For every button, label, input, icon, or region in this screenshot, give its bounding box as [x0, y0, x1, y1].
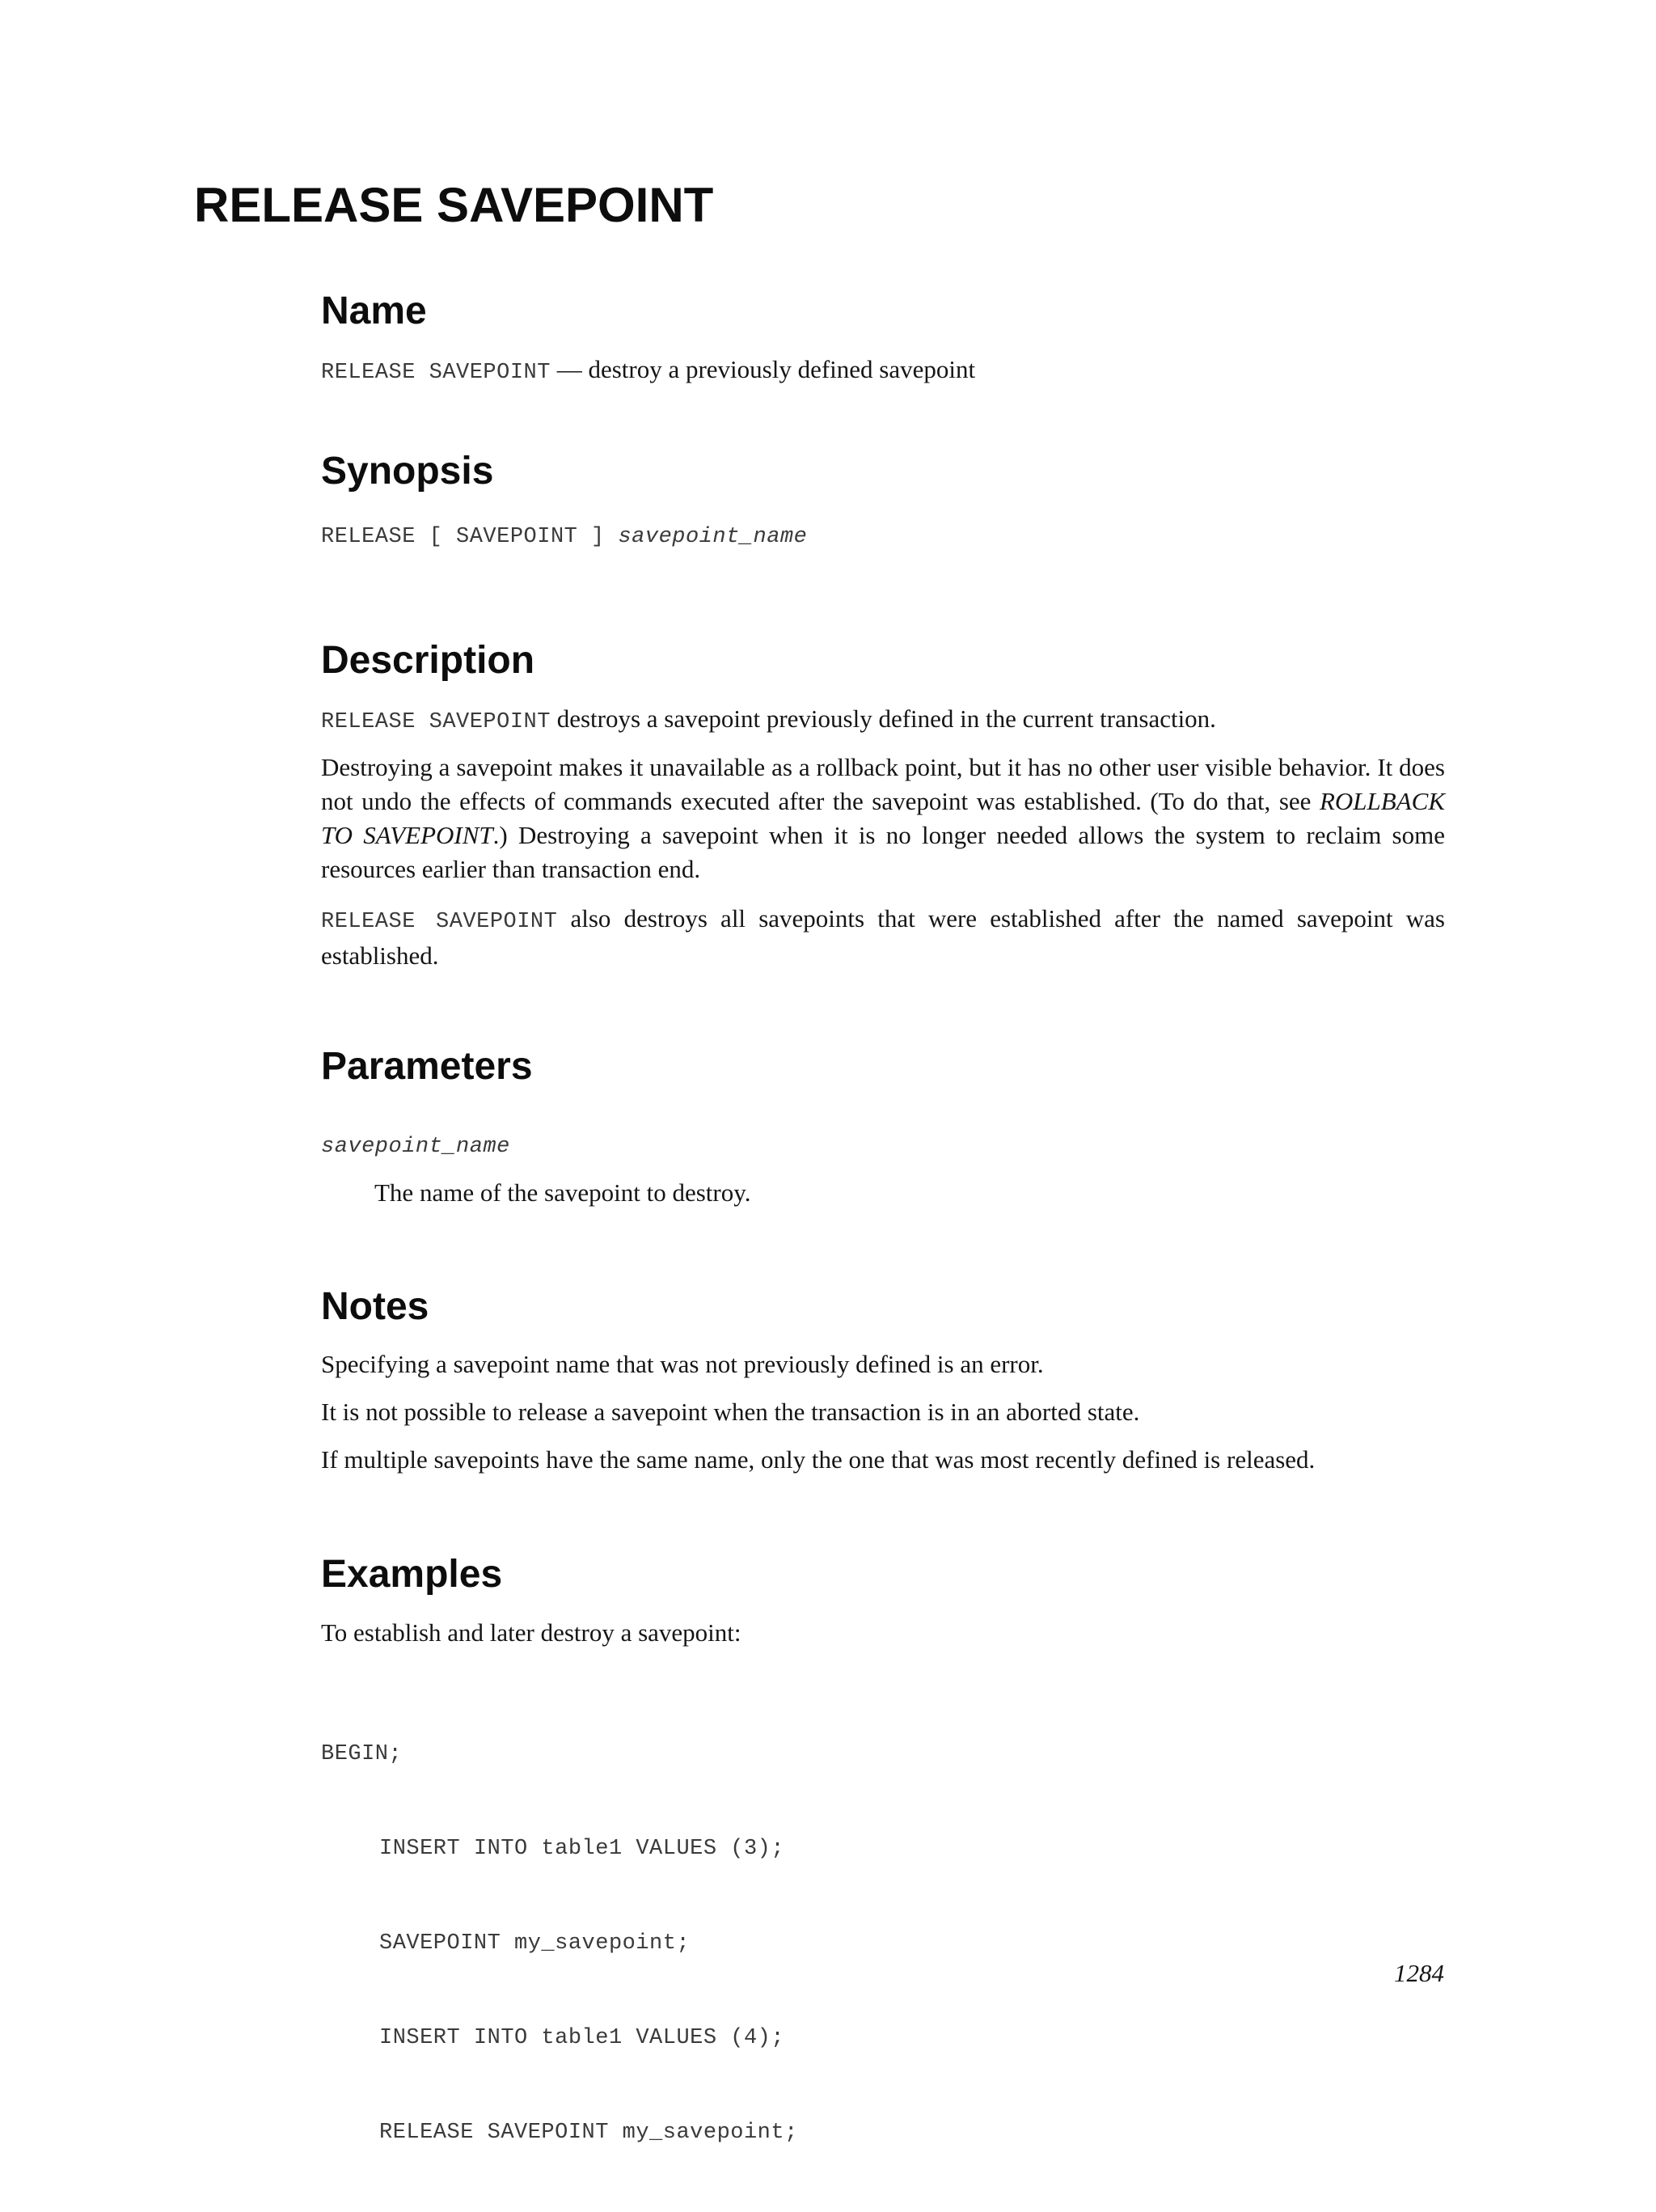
notes-paragraph-2: It is not possible to release a savepoint when the transaction is in an aborted state.: [321, 1398, 1140, 1426]
description-paragraph-2: [321, 751, 1445, 886]
description-paragraph-1: [321, 702, 1445, 739]
code-line: BEGIN;: [321, 1742, 403, 1766]
parameter-term: savepoint_name: [321, 1135, 510, 1159]
notes-paragraph-3: If multiple savepoints have the same name, only the one that was most recently defined is released.: [321, 1445, 1316, 1474]
description-text-3: also destroys all savepoints that were established after the named savepoint was established.: [321, 904, 1446, 970]
example-code-block: [321, 1676, 798, 2212]
notes-heading: Notes: [321, 1285, 429, 1328]
name-summary: [321, 353, 1445, 390]
synopsis-parameter: savepoint_name: [618, 525, 808, 549]
page-title: RELEASE SAVEPOINT: [194, 178, 714, 232]
description-paragraph-3: [321, 902, 1445, 973]
name-command: RELEASE SAVEPOINT: [321, 361, 551, 385]
code-line: INSERT INTO table1 VALUES (3);: [379, 1837, 785, 1861]
parameters-heading: Parameters: [321, 1045, 533, 1088]
examples-heading: Examples: [321, 1553, 503, 1596]
description-command-1: RELEASE SAVEPOINT: [321, 710, 551, 734]
rollback-to-savepoint-reference: ROLLBACK TO SAVEPOINT: [321, 787, 1445, 849]
name-heading: Name: [321, 290, 427, 332]
parameter-description: The name of the savepoint to destroy.: [374, 1178, 751, 1207]
page-number: 1284: [1394, 1959, 1444, 1987]
description-command-3: RELEASE SAVEPOINT: [321, 910, 558, 934]
notes-paragraph-1: Specifying a savepoint name that was not previously defined is an error.: [321, 1350, 1044, 1378]
name-summary-text: — destroy a previously defined savepoint: [556, 355, 976, 383]
description-heading: Description: [321, 639, 535, 682]
code-line: RELEASE SAVEPOINT my_savepoint;: [379, 2121, 798, 2145]
description-text-1: destroys a savepoint previously defined in the current transaction.: [556, 704, 1216, 733]
code-line: INSERT INTO table1 VALUES (4);: [379, 2026, 785, 2050]
synopsis-code: [321, 521, 807, 553]
synopsis-syntax: RELEASE [ SAVEPOINT ]: [321, 525, 605, 549]
synopsis-heading: Synopsis: [321, 450, 494, 493]
code-line: SAVEPOINT my_savepoint;: [379, 1931, 691, 1956]
description-text-2a: Destroying a savepoint makes it unavailable as a rollback point, but it has no other user visible behavior. It does not undo the effects of commands executed after the savepoint was established. (To do that, see: [321, 753, 1445, 815]
examples-intro: To establish and later destroy a savepoint:: [321, 1618, 741, 1647]
description-text-2b: .) Destroying a savepoint when it is no longer needed allows the system to reclaim some resources earlier than transaction end.: [321, 821, 1445, 883]
